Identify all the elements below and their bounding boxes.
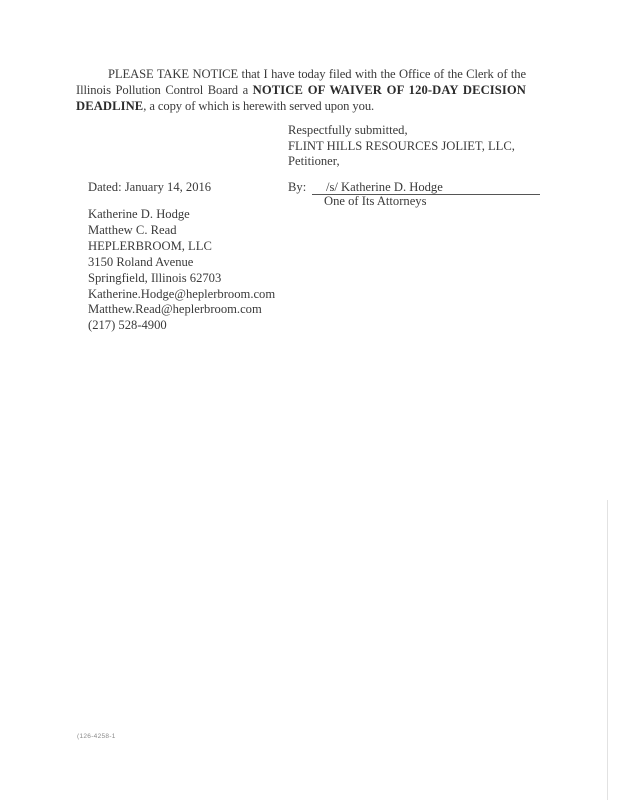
respectfully-submitted: Respectfully submitted, [288, 123, 408, 137]
notice-paragraph [76, 66, 526, 114]
notice-title: NOTICE OF WAIVER OF 120-DAY DECISION DEADLINE [76, 83, 526, 113]
contact-line: 3150 Roland Avenue [88, 254, 194, 269]
electronic-signature: /s/ Katherine D. Hodge [326, 180, 443, 194]
phone-number: (217) 528-4900 [88, 318, 167, 333]
party-role: Petitioner, [288, 154, 340, 168]
signature-block [288, 179, 548, 208]
company-name: FLINT HILLS RESOURCES JOLIET, LLC, [288, 138, 515, 153]
email-link[interactable]: Matthew.Read@heplerbroom.com [88, 302, 262, 317]
contact-line: HEPLERBROOM, LLC [88, 238, 212, 253]
scan-edge-divider [607, 500, 608, 800]
contact-line: Katherine D. Hodge [88, 207, 190, 221]
attorney-contact-block [88, 207, 275, 334]
by-label: By: [288, 180, 307, 194]
notice-outro: , a copy of which is herewith served upon you. [143, 99, 375, 113]
notice-intro: PLEASE TAKE NOTICE that I have today filed with the Office of the Clerk of the Illinois Pollution Control Board a [76, 67, 526, 97]
attorney-title: One of Its Attorneys [324, 194, 427, 208]
document-id: (126-4258-1 [77, 733, 116, 740]
contact-line: Matthew C. Read [88, 222, 177, 237]
date-line: Dated: January 14, 2016 [88, 180, 212, 194]
contact-line: Springfield, Illinois 62703 [88, 270, 222, 285]
email-link[interactable]: Katherine.Hodge@heplerbroom.com [88, 286, 276, 301]
submission-block [288, 123, 515, 170]
